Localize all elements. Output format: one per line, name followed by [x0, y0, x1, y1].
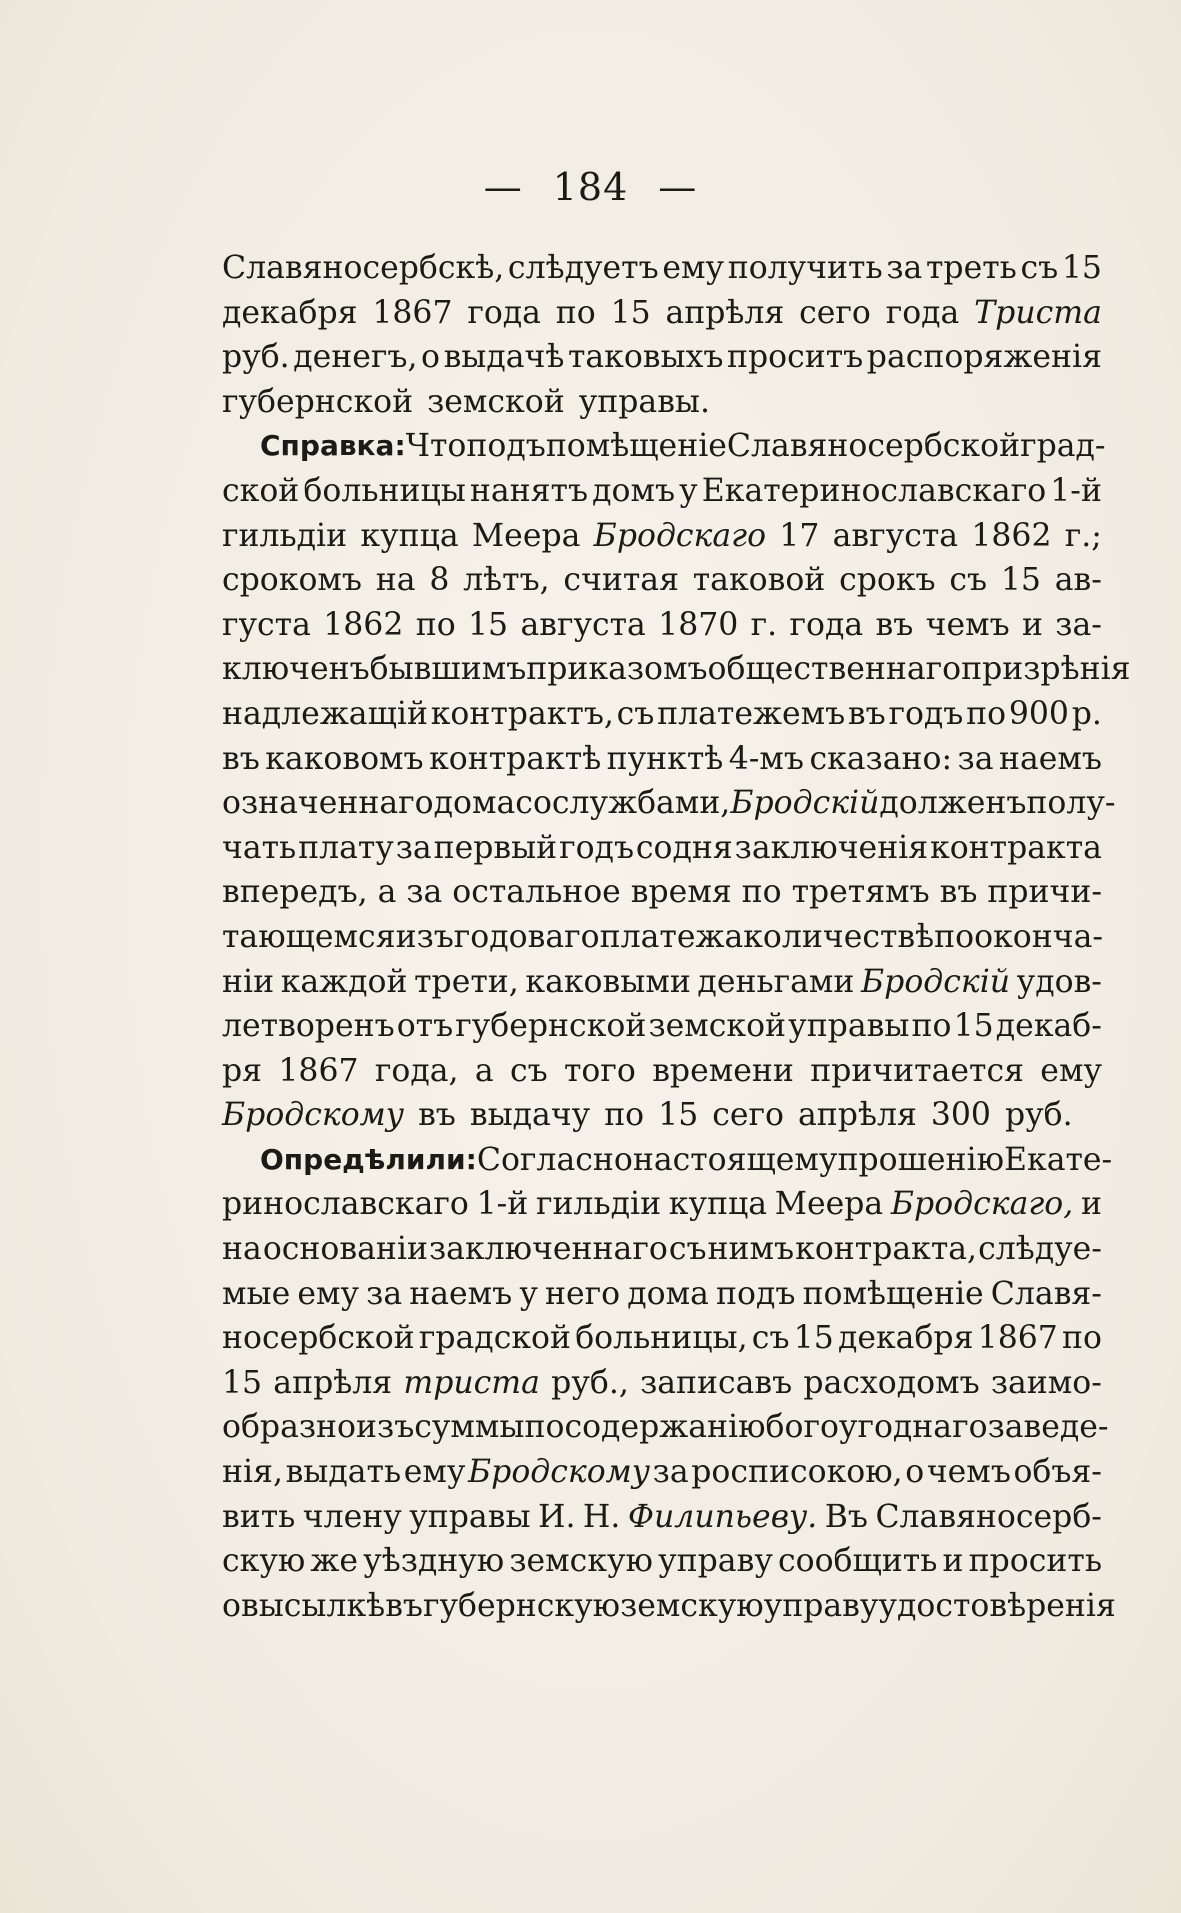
italic-name: Триста — [974, 294, 1102, 331]
text-line — [222, 1584, 1116, 1629]
word: содержанію — [564, 1409, 766, 1446]
word: уѣздную — [363, 1543, 505, 1580]
word: апрѣля — [798, 1097, 917, 1134]
word: декабря — [222, 294, 358, 331]
word: дома — [433, 785, 516, 822]
word: нанятъ — [469, 472, 589, 509]
word: же — [310, 1543, 359, 1580]
word: ему — [297, 1275, 360, 1312]
word: въ — [875, 606, 914, 643]
word: контракта, — [795, 1231, 978, 1268]
word: треть — [925, 250, 1017, 286]
text-line — [222, 1361, 1102, 1406]
word: руб. — [1004, 1097, 1073, 1134]
word: Славя- — [990, 1275, 1102, 1312]
word: 17 — [779, 517, 820, 554]
word: августа — [832, 517, 959, 554]
section-heading: Опредѣлили: — [260, 1142, 477, 1176]
word: Н. — [582, 1498, 621, 1535]
word: Славяносербской — [726, 428, 1021, 465]
italic-name: Филипьеву. — [627, 1498, 818, 1535]
word: град- — [1020, 428, 1106, 465]
word: удостовѣренія — [878, 1587, 1116, 1624]
italic-name: Бродскій — [730, 785, 880, 822]
word: г. — [750, 606, 778, 643]
word: а — [377, 874, 397, 911]
word: проситъ — [727, 339, 864, 376]
word: летворенъ — [222, 1008, 395, 1045]
word: контрактъ, — [430, 695, 614, 732]
word: августа — [520, 606, 646, 643]
word: 300 — [930, 1097, 991, 1134]
text-line — [222, 1182, 1102, 1227]
word: заведе- — [987, 1409, 1109, 1446]
word: 15 — [468, 606, 509, 643]
word: настоящему — [632, 1141, 838, 1178]
word: апрѣля — [273, 1364, 393, 1401]
word: носербской — [222, 1320, 415, 1357]
word: ав- — [1054, 562, 1102, 599]
word: ря — [222, 1052, 263, 1089]
word: чать — [222, 829, 297, 866]
text-line — [222, 647, 1131, 692]
word: за — [957, 740, 994, 777]
word: наемъ — [998, 740, 1102, 777]
word: удов- — [1016, 963, 1102, 1000]
word: 4-мъ — [728, 740, 804, 777]
word: градской — [418, 1320, 571, 1357]
word: мые — [222, 1275, 291, 1312]
word: отъ — [396, 1008, 454, 1045]
word: губернской — [222, 383, 414, 420]
word: Славяносерб- — [875, 1498, 1102, 1535]
word: и — [942, 1543, 964, 1580]
word: того — [564, 1052, 636, 1089]
word: съ — [751, 1320, 790, 1357]
word: земскую — [509, 1543, 653, 1580]
word: выдачѣ — [443, 339, 565, 376]
word: сослужбами, — [515, 785, 731, 822]
word: Въ — [824, 1498, 868, 1535]
text-line — [222, 469, 1102, 514]
word: 15 — [953, 1008, 994, 1045]
word: 15 — [793, 1320, 834, 1357]
text-line — [222, 960, 1102, 1005]
word: содня — [635, 829, 733, 866]
word: годоваго — [453, 918, 600, 955]
word: декабря — [837, 1320, 974, 1357]
word: съ — [949, 562, 988, 599]
word: съ — [1020, 250, 1059, 286]
text-line — [222, 692, 1102, 737]
word: полу- — [1026, 785, 1116, 822]
word: ему — [403, 1454, 466, 1491]
text-line — [222, 1405, 1109, 1450]
word: помѣщеніе — [802, 1275, 984, 1312]
word: губернской — [455, 1008, 647, 1045]
word: ринославскаго — [222, 1186, 469, 1223]
text-line — [222, 291, 1102, 336]
italic-name: триста — [403, 1364, 540, 1401]
word: года — [885, 294, 960, 331]
section-heading: Справка: — [260, 429, 406, 463]
page-number-header — [0, 165, 1181, 209]
word: контрактѣ — [429, 740, 602, 777]
word: сего — [799, 294, 871, 331]
italic-name: Бродскому — [468, 1454, 651, 1491]
text-line — [222, 1450, 1102, 1495]
word: 1-й — [1050, 472, 1102, 509]
word: съ — [616, 695, 655, 732]
word: вить — [222, 1498, 296, 1535]
word: 1867 — [278, 1052, 359, 1089]
word: земской — [427, 383, 565, 420]
word: высылкѣ — [240, 1587, 386, 1624]
word: больницы, — [575, 1320, 748, 1357]
word: 1870 — [658, 606, 739, 643]
text-line — [222, 514, 1102, 559]
text-line — [222, 603, 1102, 648]
word: ской — [222, 472, 300, 509]
word: деньгами — [697, 963, 855, 1000]
word: каждой — [280, 963, 408, 1000]
word: ключенъ — [222, 651, 370, 688]
word: управы — [788, 1008, 910, 1045]
word: подъ — [466, 428, 546, 465]
word: срокъ — [839, 562, 936, 599]
word: тающемся — [222, 918, 396, 955]
word: И. — [537, 1498, 576, 1535]
body-text — [222, 246, 1131, 1628]
word: купца — [668, 1186, 768, 1223]
text-line — [222, 1004, 1102, 1049]
text-line — [222, 1227, 1102, 1272]
word: Екате- — [1004, 1141, 1113, 1178]
word: больницы — [303, 472, 466, 509]
word: сказано: — [809, 740, 953, 777]
text-line — [222, 1316, 1102, 1361]
word: въ — [385, 1587, 423, 1624]
word: 15 — [1061, 250, 1102, 286]
word: и — [1080, 1186, 1102, 1223]
word: годъ — [559, 829, 634, 866]
word: за- — [1055, 606, 1102, 643]
word: земской — [648, 1008, 787, 1045]
word: получить — [727, 250, 883, 286]
word: впередъ, — [222, 874, 368, 911]
word: слѣдуе- — [978, 1231, 1102, 1268]
word: подъ — [716, 1275, 796, 1312]
word: таковыхъ — [567, 339, 724, 376]
word: первый — [433, 829, 558, 866]
word: скую — [222, 1543, 306, 1580]
word: оконча- — [974, 918, 1104, 955]
word: выдачу — [469, 1097, 591, 1134]
word: года, — [374, 1052, 459, 1089]
word: Что — [405, 428, 467, 465]
text-line — [222, 915, 1102, 960]
word: 15 — [658, 1097, 699, 1134]
text-line — [222, 781, 1116, 826]
word: годъ — [888, 695, 964, 732]
word: пунктѣ — [606, 740, 724, 777]
word: основаніи — [262, 1231, 428, 1268]
word: прошенію — [837, 1141, 1005, 1178]
word: 15 — [222, 1364, 263, 1401]
word: по — [524, 1409, 565, 1446]
word: дома — [627, 1275, 709, 1312]
word: заключеннаго — [429, 1231, 668, 1268]
word: каковомъ — [265, 740, 424, 777]
word: нія, — [222, 1454, 283, 1491]
text-line — [222, 424, 1106, 469]
word: руб., — [551, 1364, 629, 1401]
italic-name: Бродскаго — [593, 517, 767, 554]
word: трети, — [414, 963, 519, 1000]
word: Славяносербскѣ, — [222, 250, 505, 286]
word: сего — [712, 1097, 785, 1134]
word: съ — [668, 1231, 707, 1268]
word: слѣдуетъ — [507, 250, 659, 286]
word: времени — [652, 1052, 794, 1089]
word: за — [366, 1275, 403, 1312]
word: ніи — [222, 963, 275, 1000]
word: долженъ — [879, 785, 1027, 822]
word: изъ — [395, 918, 454, 955]
word: управы. — [578, 383, 711, 420]
word: контракта — [930, 829, 1102, 866]
word: Екатеринославскаго — [701, 472, 1047, 509]
word: наемъ — [409, 1275, 513, 1312]
word: расходомъ — [803, 1364, 980, 1401]
word: лѣтъ, — [463, 562, 550, 599]
word: 15 — [610, 294, 651, 331]
word: а — [474, 1052, 494, 1089]
word: за — [406, 874, 443, 911]
word: густа — [222, 606, 311, 643]
word: по — [934, 918, 975, 955]
text-line — [222, 380, 1102, 425]
word: по — [415, 606, 456, 643]
word: по — [966, 695, 1007, 732]
word: количествѣ — [743, 918, 935, 955]
text-line — [222, 826, 1102, 871]
word: управы — [409, 1498, 531, 1535]
text-line — [222, 1539, 1102, 1584]
word: росписокою, — [691, 1454, 903, 1491]
word: года — [789, 606, 864, 643]
word: платежемъ — [657, 695, 846, 732]
word: Согласно — [476, 1141, 633, 1178]
word: р. — [1071, 695, 1102, 732]
word: третямъ — [791, 874, 930, 911]
word: за — [652, 1454, 689, 1491]
word: заключенія — [734, 829, 929, 866]
word: срокомъ — [222, 562, 362, 599]
word: сообщить — [777, 1543, 938, 1580]
word: приказомъ — [526, 651, 708, 688]
word: въ — [418, 1097, 456, 1134]
word: записавъ — [640, 1364, 793, 1401]
word: чемъ — [925, 606, 1010, 643]
word: суммы — [414, 1409, 525, 1446]
word: время — [630, 874, 732, 911]
word: съ — [509, 1052, 548, 1089]
word: у — [679, 472, 698, 509]
word: Меера — [471, 517, 581, 554]
word: остальное — [452, 874, 621, 911]
word: купца — [360, 517, 459, 554]
word: распоряженія — [866, 339, 1102, 376]
text-line — [222, 1138, 1113, 1183]
word: плату — [298, 829, 394, 866]
word: нимъ — [707, 1231, 795, 1268]
word: 900 — [1008, 695, 1069, 732]
right-dash: — — [658, 165, 698, 209]
word: 8 — [429, 562, 450, 599]
text-line — [222, 1272, 1102, 1317]
word: о — [421, 339, 441, 376]
text-line — [222, 1049, 1102, 1094]
word: образно — [222, 1409, 357, 1446]
word: и — [1021, 606, 1043, 643]
word: по — [604, 1097, 645, 1134]
word: 1-й — [476, 1186, 529, 1223]
word: него — [545, 1275, 621, 1312]
word: чемъ — [926, 1454, 1011, 1491]
italic-name: Бродскаго, — [890, 1186, 1074, 1223]
italic-name: Бродскій — [861, 963, 1011, 1000]
italic-name: Бродскому — [222, 1097, 405, 1134]
word: ему — [662, 250, 724, 286]
word: выдать — [285, 1454, 402, 1491]
word: года — [467, 294, 541, 331]
word: каковыми — [525, 963, 691, 1000]
word: гильдіи — [222, 517, 348, 554]
word: 1867 — [372, 294, 453, 331]
word: призрѣнія — [961, 651, 1131, 688]
word: управу — [763, 1587, 879, 1624]
word: 1862 — [323, 606, 404, 643]
word: означеннаго — [222, 785, 434, 822]
word: надлежащій — [222, 695, 428, 732]
word: за — [395, 829, 432, 866]
word: богоугоднаго — [765, 1409, 988, 1446]
text-line — [222, 1495, 1102, 1540]
word: 15 — [1000, 562, 1041, 599]
word: на — [375, 562, 416, 599]
text-line — [222, 737, 1102, 782]
word: о — [905, 1454, 925, 1491]
text-line — [222, 558, 1102, 603]
word: помѣщеніе — [545, 428, 727, 465]
word: причи- — [987, 874, 1102, 911]
word: по — [555, 294, 596, 331]
word: просить — [968, 1543, 1102, 1580]
word: по — [1062, 1320, 1102, 1357]
word: губернскую — [422, 1587, 621, 1624]
word: таковой — [692, 562, 826, 599]
word: изъ — [356, 1409, 415, 1446]
word: у — [519, 1275, 538, 1312]
word: по — [741, 874, 782, 911]
word: денегъ, — [293, 339, 418, 376]
word: Меера — [774, 1186, 884, 1223]
text-line — [222, 335, 1102, 380]
left-dash: — — [483, 165, 523, 209]
word: руб. — [222, 339, 290, 376]
word: о — [222, 1587, 241, 1624]
word: общественнаго — [707, 651, 962, 688]
word: платежа — [599, 918, 744, 955]
word: домъ — [592, 472, 676, 509]
word: члену — [302, 1498, 402, 1535]
word: бывшимъ — [369, 651, 527, 688]
word: управу — [658, 1543, 773, 1580]
page-number: 184 — [552, 165, 629, 209]
word: въ — [222, 740, 260, 777]
word: за — [886, 250, 923, 286]
word: въ — [847, 695, 886, 732]
word: по — [911, 1008, 952, 1045]
word: 1862 — [971, 517, 1052, 554]
text-line — [222, 870, 1102, 915]
word: 1867 — [977, 1320, 1058, 1357]
word: считая — [563, 562, 679, 599]
word: заимо- — [990, 1364, 1102, 1401]
word: ему — [1040, 1052, 1102, 1089]
word: г.; — [1064, 517, 1102, 554]
word: причитается — [810, 1052, 1024, 1089]
word: земскую — [620, 1587, 764, 1624]
word: апрѣля — [665, 294, 785, 331]
word: на — [222, 1231, 262, 1268]
word: объя- — [1013, 1454, 1102, 1491]
text-line — [222, 1093, 1102, 1138]
word: декаб- — [995, 1008, 1102, 1045]
text-line — [222, 246, 1102, 291]
word: гильдіи — [535, 1186, 662, 1223]
word: въ — [939, 874, 978, 911]
